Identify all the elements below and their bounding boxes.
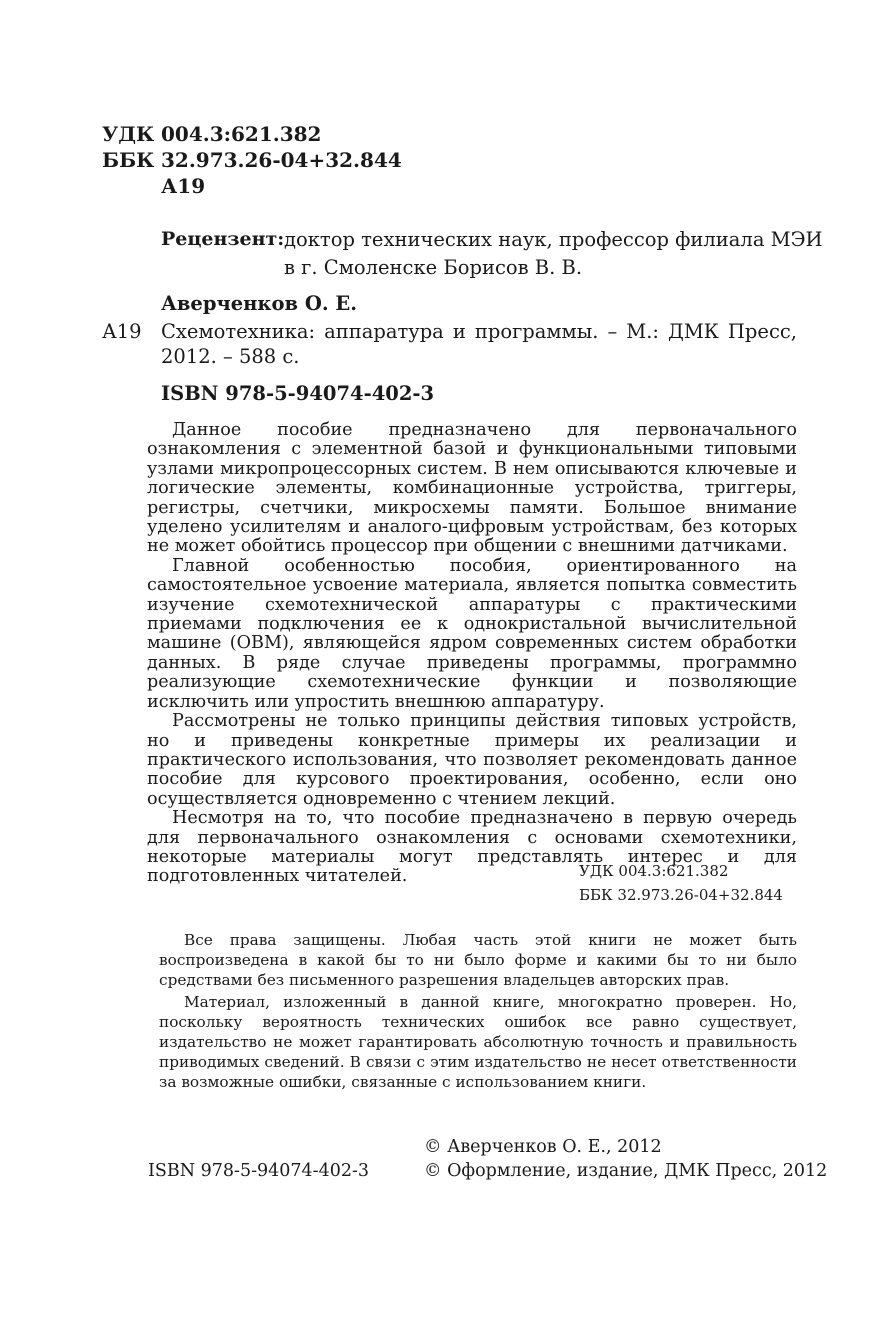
- book-year-line: 2012. – 588 с.: [161, 345, 300, 368]
- author-code: А19: [161, 174, 206, 198]
- udk-repeat: УДК 004.3:621.382: [579, 862, 729, 880]
- copyright-author: © Аверченков О. Е., 2012: [424, 1137, 662, 1157]
- rights-notice: [159, 930, 797, 1094]
- annotation: [147, 421, 797, 887]
- udk-value: 004.3:621.382: [161, 122, 322, 146]
- annotation-paragraph: Данное пособие предназначено для первоначального ознакомления с элементной базой и функциональными типовыми узлами микропроцессорных систем. В нем описываются ключевые и логические элементы, комбинационные устройства, триггеры, регистры, счетчики, микросхемы памяти. Большое внимание уделено усилителям и аналого-цифровым устройствам, без которых не может обойтись процессор при общении с внешними датчиками.: [147, 420, 797, 557]
- copyright-publisher: © Оформление, издание, ДМК Пресс, 2012: [424, 1161, 828, 1181]
- reviewer-text: [284, 226, 823, 282]
- bbk-repeat: ББК 32.973.26-04+32.844: [579, 886, 783, 904]
- annotation-paragraph: Главной особенностью пособия, ориентированного на самостоятельное усвоение материала, является попытка совместить изучение схемотехнической аппаратуры с практическими приемами подключения ее к однокристальной вычислительной машине (ОВМ), являющейся ядром современных систем обработки данных. В ряде случае приведены программы, программно реализующие схемотехнические функции и позволяющие исключить или упростить внешнюю аппаратуру.: [147, 555, 797, 712]
- footer-isbn: ISBN 978-5-94074-402-3: [148, 1161, 370, 1181]
- udk-label: УДК: [102, 122, 155, 146]
- reviewer-line: в г. Смоленске Борисов В. В.: [284, 256, 583, 279]
- book-title-line: Схемотехника: аппаратура и программы. – М.: ДМК Пресс,: [161, 320, 797, 343]
- bbk-label: ББК: [102, 148, 155, 172]
- reviewer-line: доктор технических наук, профессор филиала МЭИ: [284, 228, 823, 251]
- rights-paragraph: Материал, изложенный в данной книге, многократно проверен. Но, поскольку вероятность технических ошибок все равно существует, издательство не может гарантировать абсолютную точность и правильность приводимых сведений. В связи с этим издательство не несет ответственности за возможные ошибки, связанные с использованием книги.: [159, 993, 797, 1091]
- rights-paragraph: Все права защищены. Любая часть этой книги не может быть воспроизведена в какой бы то ни было форме и какими бы то ни было средствами без письменного разрешения владельцев авторских прав.: [159, 931, 797, 989]
- annotation-paragraph: Несмотря на то, что пособие предназначено в первую очередь для первоначального ознакомления с основами схемотехники, некоторые материалы могут представлять интерес и для подготовленных читателей.: [147, 808, 797, 887]
- reviewer-label: Рецензент:: [161, 228, 285, 250]
- book-author: Аверченков О. Е.: [161, 292, 358, 315]
- annotation-paragraph: Рассмотрены не только принципы действия типовых устройств, но и приведены конкретные примеры их реализации и практического использования, что позволяет рекомендовать данное пособие для курсового проектирования, особенно, если оно осуществляется одновременно с чтением лекций.: [147, 711, 797, 809]
- book-isbn: ISBN 978-5-94074-402-3: [161, 382, 435, 405]
- bbk-value: 32.973.26-04+32.844: [161, 148, 402, 172]
- bibliographic-code: А19: [102, 320, 142, 343]
